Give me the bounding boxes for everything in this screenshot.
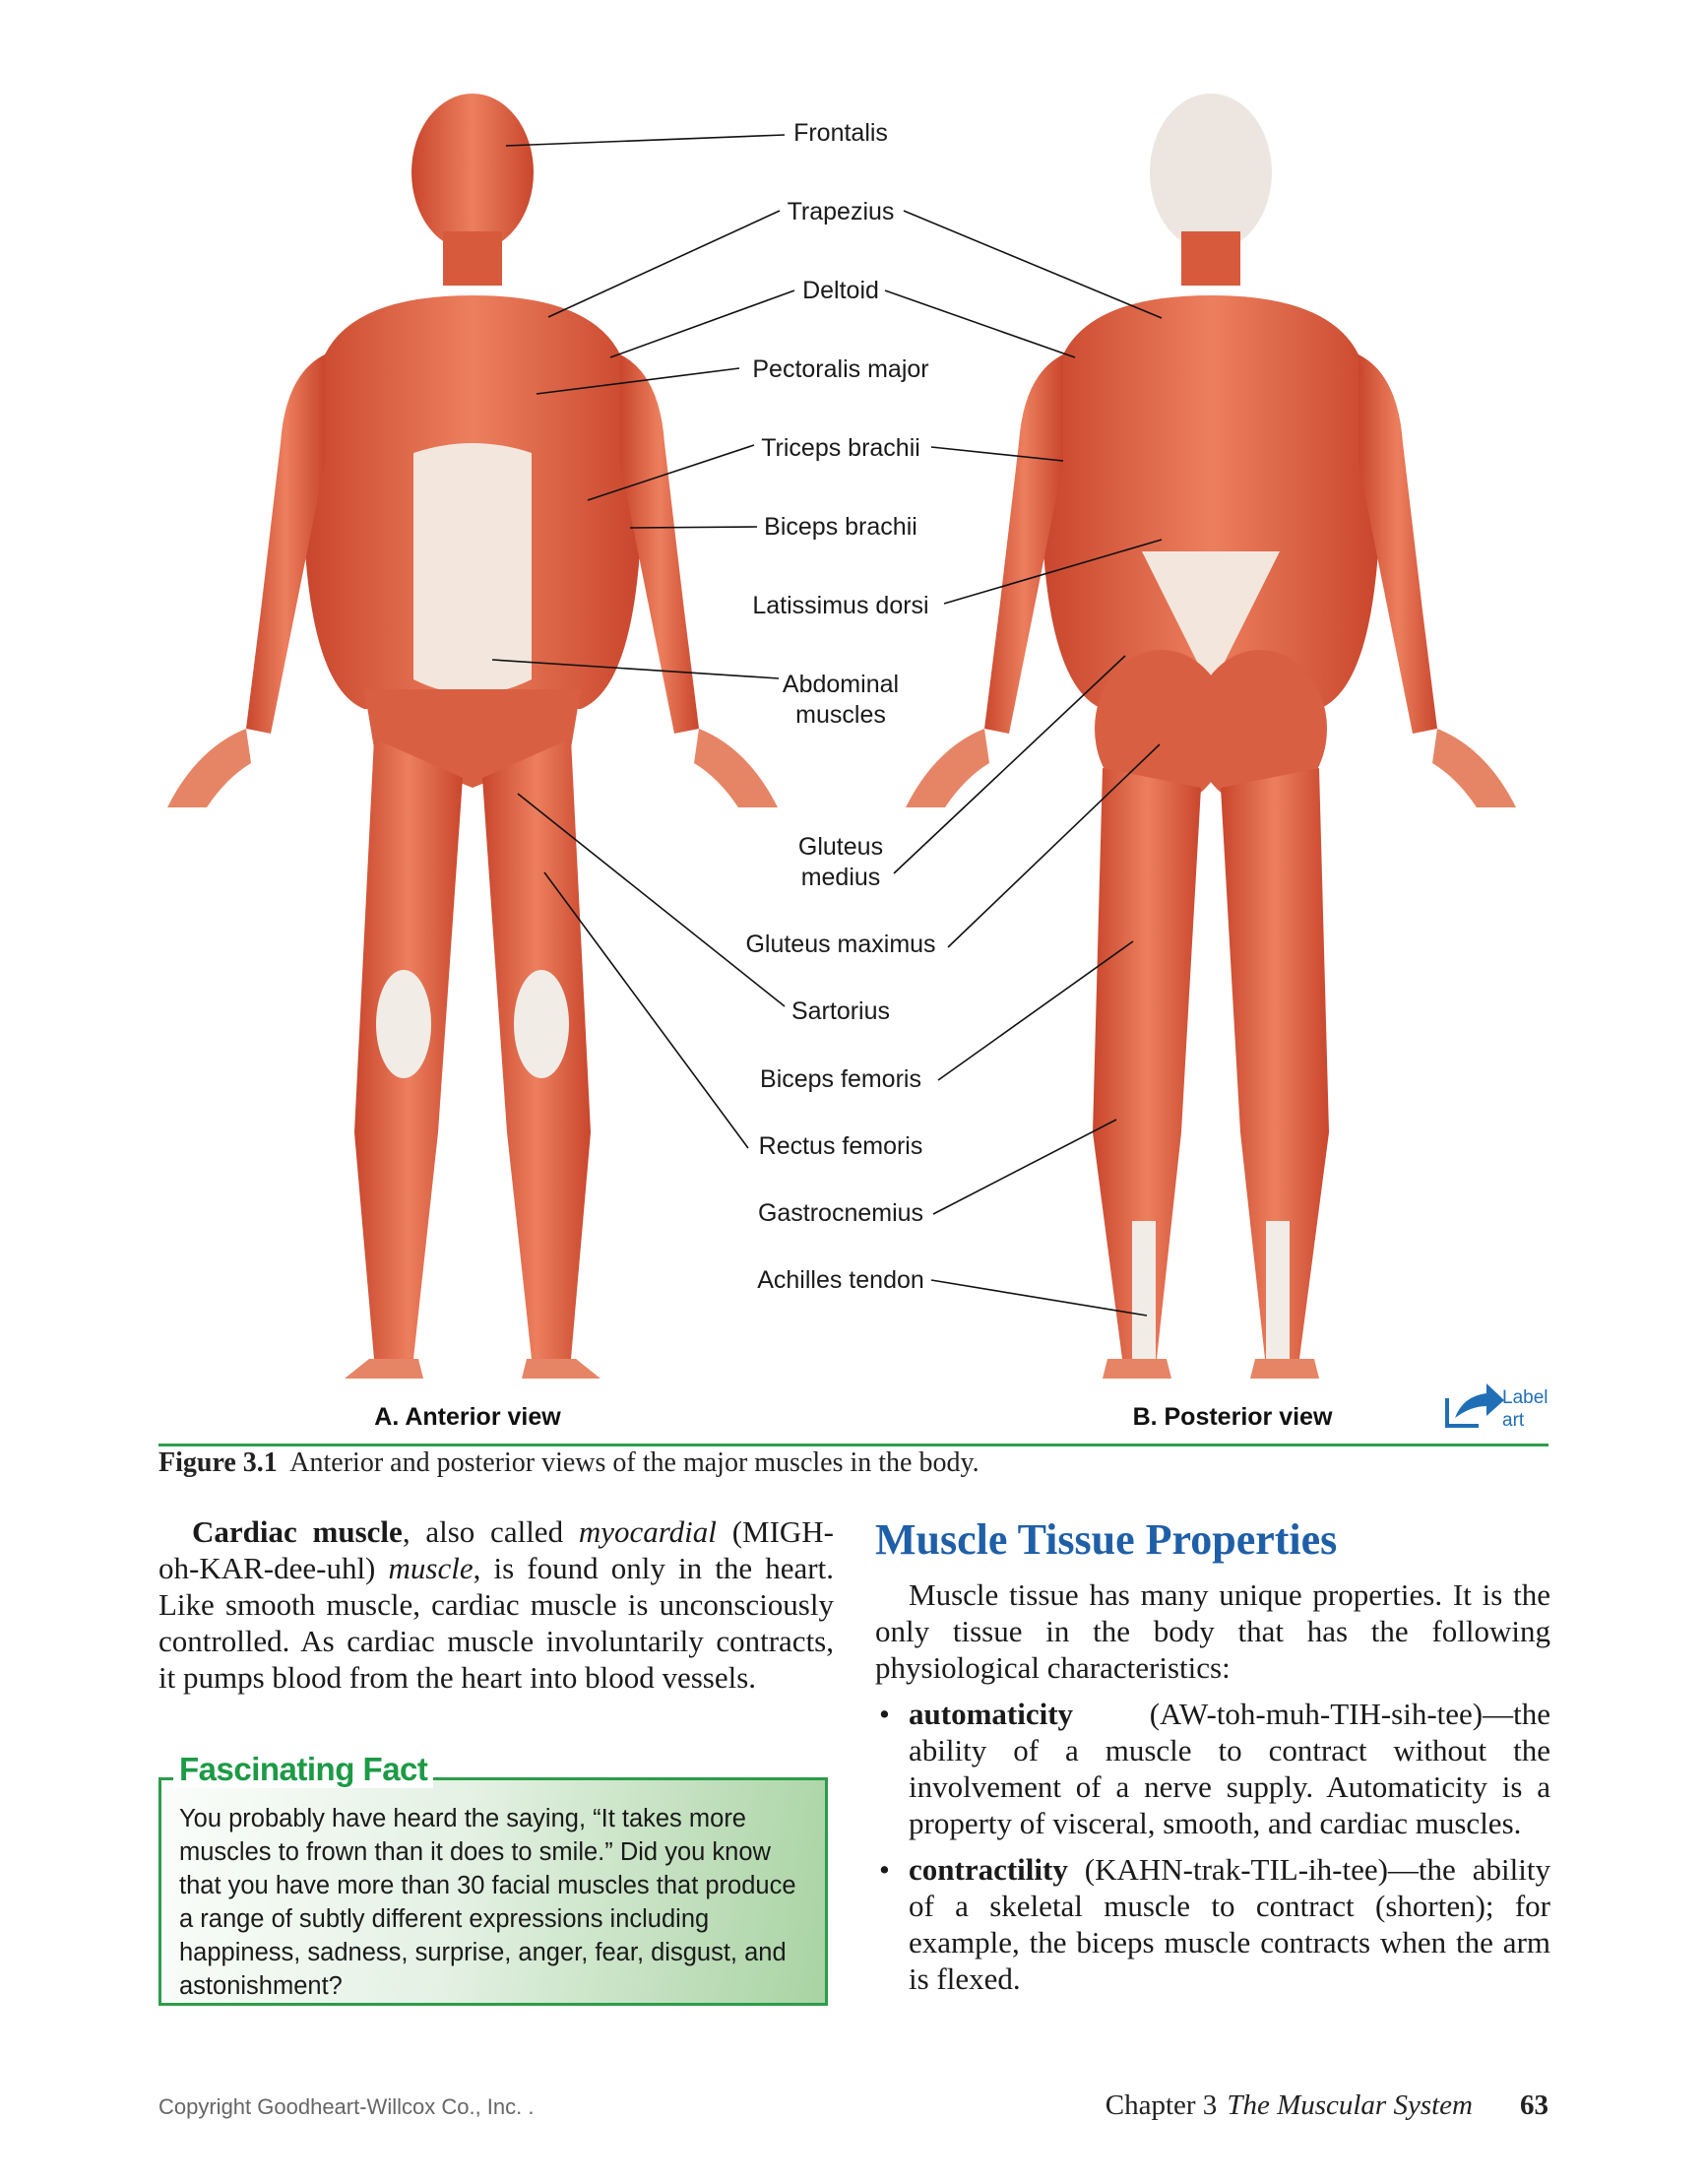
anterior-body xyxy=(167,94,778,1379)
properties-list xyxy=(875,1696,1550,1997)
right-column xyxy=(875,1513,1550,2007)
list-item xyxy=(875,1696,1550,1841)
label-gluteus: Gluteus xyxy=(797,833,884,861)
page-number: 63 xyxy=(1520,2089,1548,2121)
label-medius: medius xyxy=(800,864,881,891)
cardiac-text-2: (MIGH-oh-KAR-dee-uhl) xyxy=(158,1514,834,1585)
automaticity-text: (AW-toh-muh-TIH-sih-tee)—the ability of a muscle to contract without the involvement of a nerve supply. Automaticity is a property of visceral, smooth, and cardiac muscles. xyxy=(909,1697,1550,1840)
label-art-line2[interactable]: art xyxy=(1502,1410,1525,1431)
cardiac-paragraph xyxy=(158,1513,834,1696)
label-gastrocnemius: Gastrocnemius xyxy=(757,1199,924,1227)
label-gluteus-maximus: Gluteus maximus xyxy=(745,931,936,958)
label-pectoralis-major: Pectoralis major xyxy=(752,355,929,383)
cardiac-text-3: , is found only in the heart. Like smooth muscle, cardiac muscle is unconsciously controlled. As cardiac muscle involuntarily contracts, it pumps blood from the heart into blood vessels. xyxy=(158,1551,834,1695)
fact-heading: Fascinating Fact xyxy=(173,1751,433,1788)
posterior-body xyxy=(906,94,1516,1379)
label-deltoid: Deltoid xyxy=(802,277,879,304)
fascinating-fact-box xyxy=(158,1777,828,2006)
automaticity-term: automaticity xyxy=(909,1697,1074,1731)
label-biceps-brachii: Biceps brachii xyxy=(764,513,917,541)
label-art-line1[interactable]: Label xyxy=(1502,1387,1548,1408)
share-arrow-icon[interactable] xyxy=(1447,1383,1504,1426)
chapter-label: Chapter 3 xyxy=(1105,2089,1218,2121)
label-frontalis: Frontalis xyxy=(793,119,888,147)
list-item xyxy=(875,1851,1550,1997)
label-biceps-femoris: Biceps femoris xyxy=(760,1065,921,1093)
fact-body: You probably have heard the saying, “It takes more muscles to frown than it does to smile.” Did you know that you have more than 30 facial muscles that produce a range of subtly different expressions including happiness, sadness, surprise, anger, fear, disgust, and astonishment? xyxy=(179,1805,796,2000)
caption-text: Anterior and posterior views of the major muscles in the body. xyxy=(289,1447,979,1478)
label-achilles-tendon: Achilles tendon xyxy=(757,1266,924,1294)
label-abdominal: Abdominal xyxy=(782,671,900,698)
label-sartorius: Sartorius xyxy=(790,997,891,1025)
label-art-link[interactable] xyxy=(1447,1383,1548,1431)
label-latissimus-dorsi: Latissimus dorsi xyxy=(752,592,929,619)
bullet: • xyxy=(879,1852,890,1887)
cardiac-text-1: , also called xyxy=(402,1514,579,1549)
label-rectus-femoris: Rectus femoris xyxy=(758,1132,923,1160)
label-trapezius: Trapezius xyxy=(787,198,895,225)
figure-divider xyxy=(158,1444,1548,1446)
label-muscles: muscles xyxy=(795,701,886,729)
chapter-title: The Muscular System xyxy=(1227,2089,1473,2121)
myocardial-term: myocardial xyxy=(578,1514,717,1549)
figure-caption xyxy=(158,1447,1548,1479)
muscle-term: muscle xyxy=(388,1551,474,1585)
label-triceps-brachii: Triceps brachii xyxy=(761,434,920,462)
page-footer xyxy=(1106,2089,1548,2122)
cardiac-term: Cardiac muscle xyxy=(192,1514,403,1549)
section-title: Muscle Tissue Properties xyxy=(875,1515,1338,1564)
bullet: • xyxy=(879,1697,890,1731)
copyright: Copyright Goodheart-Willcox Co., Inc. . xyxy=(158,2094,535,2119)
caption-number: Figure 3.1 xyxy=(158,1447,278,1478)
contractility-text: (KAHN-trak-TIL-ih-tee)—the ability of a skeletal muscle to contract (shorten); for example, the biceps muscle contracts when the arm is flexed. xyxy=(909,1852,1550,1996)
left-column xyxy=(158,1513,834,1696)
section-intro: Muscle tissue has many unique properties. It is the only tissue in the body that has the following physiological characteristics: xyxy=(875,1577,1550,1685)
contractility-term: contractility xyxy=(909,1852,1068,1887)
posterior-view-label: B. Posterior view xyxy=(1132,1403,1333,1431)
anterior-view-label: A. Anterior view xyxy=(374,1403,561,1431)
